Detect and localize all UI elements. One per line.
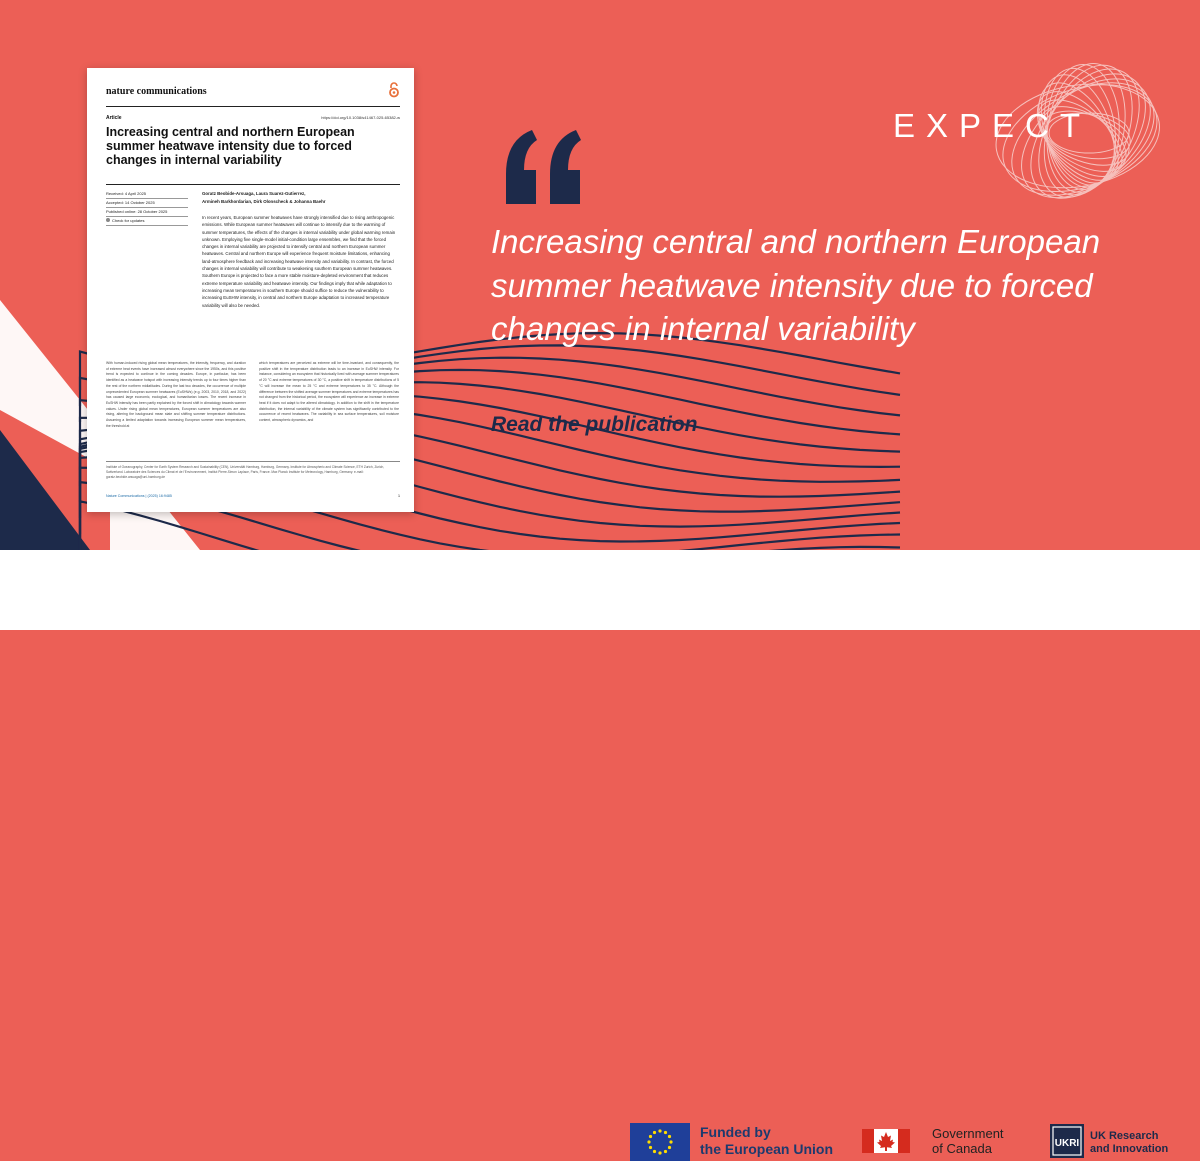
check-updates-icon xyxy=(106,218,110,222)
author-list xyxy=(202,190,397,206)
ukri-text xyxy=(1090,1130,1168,1156)
eu-line-2: the European Union xyxy=(700,1141,833,1157)
page-number: 1 xyxy=(398,494,400,498)
canada-text xyxy=(932,1126,1004,1156)
hero-banner xyxy=(0,0,1200,550)
eu-star xyxy=(658,1129,661,1132)
eu-star xyxy=(647,1140,650,1143)
eu-line-1: Funded by xyxy=(700,1124,771,1140)
paper-dates xyxy=(106,190,188,226)
footnote-rule xyxy=(106,461,400,462)
eu-star xyxy=(649,1135,652,1138)
ukri-line-1: UK Research xyxy=(1090,1130,1159,1142)
authors-line-2: Armineh Barkhordarian, Dirk Olonscheck & Johanna Baehr xyxy=(202,199,326,204)
citation-footer: Nature Communications | (2025) 16:9485 xyxy=(106,494,172,498)
open-access-icon xyxy=(388,82,400,98)
paper-preview[interactable] xyxy=(87,68,414,512)
canada-line-1: Government xyxy=(932,1126,1004,1141)
ukri-logo-icon xyxy=(1050,1124,1084,1158)
title-rule xyxy=(106,184,400,185)
eu-star xyxy=(664,1131,667,1134)
eu-star xyxy=(669,1140,672,1143)
eu-flag-icon xyxy=(630,1123,690,1161)
check-updates-label: Check for updates xyxy=(112,218,145,223)
published-date: Published online: 28 October 2025 xyxy=(106,208,188,217)
eu-star xyxy=(668,1135,671,1138)
eu-star xyxy=(653,1150,656,1153)
ukri-logo-text: UKRI xyxy=(1054,1138,1080,1149)
body-column-left: With human-induced rising global mean temperatures, the intensity, frequency, and duration of extreme heat events have increased almost everywhere since the 1950s, and this positive trend is expected to continue in the coming decades. Europe, in particular, has been identified as a heatwave hotspot with increasing intensity trends up to four times higher than the rest of the northern midlatitudes. During the last two decades, the occurrence of multiple unprecedented European summer heatwaves (EuSHWs) (e.g. 2003, 2010, 2018, and 2022) has caused large economic, ecological, and humanitarian losses. The recent increase in EuSHW intensity has been partly explained by the forced shift in climatology towards warmer values. Under rising global mean temperatures, European summer temperatures are also rising, altering the background mean state and shifting summer temperature distributions. Assuming a limited adaptation towards increasing European summer mean temperatures, the threshold at xyxy=(106,361,246,428)
received-date: Received: 4 April 2025 xyxy=(106,190,188,199)
eu-star xyxy=(653,1131,656,1134)
authors-line-1: Goratz Beobide-Arsuaga, Laura Suarez-Gutierrez, xyxy=(202,191,306,196)
read-publication-link[interactable]: Read the publication xyxy=(491,413,698,436)
body-column-right: which temperatures are perceived as extreme will be time-invariant, and consequently, the positive shift in the temperature distribution leads to an increase in EuSHW intensity. For instance, considering an ecosystem that historically lived with average summer temperatures of 20 °C and extreme temperatures of 30 °C, a positive shift in temperature distributions of 5 °C will increase the mean to 25 °C and extreme temperatures to 35 °C. Although the difference between the shifted average summer temperatures and extreme temperatures has not changed from the historical period, the ecosystem will experience an increase in extreme heat if it does not adapt to the altered climatology. In addition to the shift in the temperature distribution, the internal variability of the climate system has significantly contributed to the occurrence of recent heatwaves. The variability in sea surface temperatures, soil moisture content, atmospheric dynamics, and xyxy=(259,361,399,423)
paper-title: Increasing central and northern European summer heatwave intensity due to forced changes in internal variability xyxy=(106,125,355,167)
accepted-date: Accepted: 14 October 2025 xyxy=(106,199,188,208)
check-updates[interactable] xyxy=(106,217,188,226)
funders-footer xyxy=(0,550,1200,1157)
eu-star xyxy=(668,1146,671,1149)
doi-link[interactable]: https://doi.org/10.1038/s41467-025-65382-w xyxy=(321,115,400,120)
journal-name: nature communications xyxy=(106,86,207,97)
article-type: Article xyxy=(106,115,122,121)
eu-funding-text xyxy=(700,1124,833,1158)
canada-line-2: of Canada xyxy=(932,1141,992,1156)
eu-star xyxy=(649,1146,652,1149)
affiliations-footnote: Institute of Oceanography, Center for Earth System Research and Sustainability (CEN), Universität Hamburg, Hamburg, Germany. Institute for Atmospheric and Climate Science, ETH Zurich, Zurich, Switzerland. Laboratoire des Sciences du Climat et de l'Environnement, Institut Pierre-Simon Laplace, Paris, France. Max Planck Institute for Meteorology, Hamburg, Germany. e-mail: goratz.beobide.arsuaga@uni-hamburg.de xyxy=(106,465,385,479)
quote-headline: Increasing central and northern European summer heatwave intensity due to forced changes in internal variability xyxy=(491,223,1101,347)
canada-flag-icon xyxy=(862,1129,910,1153)
quote-mark-icon xyxy=(498,126,588,206)
paper-abstract: In recent years, European summer heatwaves have strongly intensified due to rising anthropogenic emissions. While European summer heatwaves will continue to intensify due to the warming of summer temperatures, the effects of the changes in internal variability under global warming remain unknown. Employing five single-model initial-condition large ensembles, we find that the forced changes in internal variability are projected to intensify central and northern European summer heatwaves. Central and northern Europe will experience frequent moisture limitations, enhancing land-atmosphere feedback and increasing heatwave intensity and variability. In contrast, the forced changes in internal variability will contribute to weakening southern European summer heatwaves. Southern Europe is projected to face a more stable moisture-depleted environment that reduces extreme temperature variability and heatwave intensity. Our findings imply that while adaptation to increasing mean temperatures in southern Europe should suffice to reduce the vulnerability to increasing EuSHW intensity, in central and northern Europe adaptation to increased temperature variability will also be needed. xyxy=(202,215,396,308)
eu-star xyxy=(658,1151,661,1154)
expect-logo-text: EXPECT xyxy=(893,107,1092,144)
ukri-line-2: and Innovation xyxy=(1090,1143,1169,1155)
header-rule xyxy=(106,106,400,107)
eu-star xyxy=(664,1150,667,1153)
